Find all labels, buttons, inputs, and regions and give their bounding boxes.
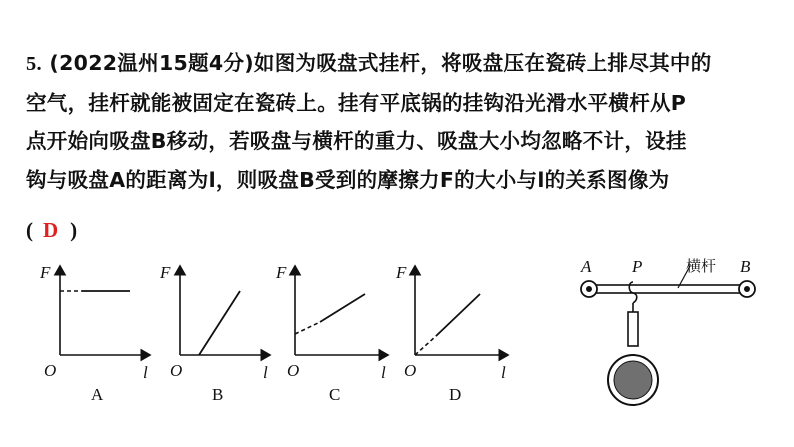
graph-d-origin: O (404, 361, 417, 380)
label-a: A (581, 257, 592, 276)
graph-b (159, 263, 270, 404)
graph-c (275, 263, 388, 404)
question-line-2: 空气，挂杆就能被固定在瓷砖上。挂有平底锅的挂钩沿光滑水平横杆从P (26, 90, 687, 115)
question-line-3: 点开始向吸盘B移动，若吸盘与横杆的重力、吸盘大小均忽略不计，设挂 (26, 129, 687, 153)
pan-bottom (614, 361, 652, 399)
graph-d (395, 263, 508, 404)
answer-letter: D (43, 218, 59, 242)
graph-a-y-label: F (40, 263, 51, 282)
question-line-1-text: 如图为吸盘式挂杆，将吸盘压在瓷砖上排尽其中的 (253, 51, 712, 75)
label-b: B (740, 257, 751, 276)
graph-d-x-label: l (501, 363, 506, 382)
graph-c-origin: O (287, 361, 300, 380)
graph-c-y-label: F (276, 263, 287, 282)
graph-b-y-label: F (160, 263, 171, 282)
graph-c-x-label: l (381, 363, 386, 382)
graph-c-option-label: C (329, 385, 341, 404)
crossbar (589, 285, 749, 293)
graph-b-line (199, 291, 240, 355)
graph-d-line (436, 294, 480, 336)
suction-cup-a-center (586, 286, 592, 292)
graph-d-option-label: D (449, 385, 462, 404)
answer-open-paren: ( (26, 218, 33, 242)
hanger-diagram (580, 257, 755, 405)
suction-cup-b-center (744, 286, 750, 292)
question-source: (2022温州15题4分) (49, 51, 254, 75)
graph-d-dashed-segment (415, 336, 436, 355)
graph-b-option-label: B (212, 385, 224, 404)
question-line-4: 钩与吸盘A的距离为l，则吸盘B受到的摩擦力F的大小与l的关系图像为 (26, 167, 670, 192)
pan-handle (628, 312, 638, 346)
graph-b-origin: O (170, 361, 183, 380)
question-number: 5. (26, 53, 42, 75)
graph-a-origin: O (44, 361, 57, 380)
graph-d-y-label: F (396, 263, 407, 282)
graph-a-option-label: A (91, 385, 104, 404)
label-crossbar: 横杆 (686, 257, 717, 275)
answer-close-paren: ) (70, 218, 78, 242)
graph-a-x-label: l (143, 363, 148, 382)
graph-a (39, 263, 150, 404)
label-p: P (632, 257, 643, 276)
graph-c-dashed-segment (295, 322, 320, 334)
graph-b-x-label: l (263, 363, 268, 382)
graph-c-line (320, 294, 365, 322)
